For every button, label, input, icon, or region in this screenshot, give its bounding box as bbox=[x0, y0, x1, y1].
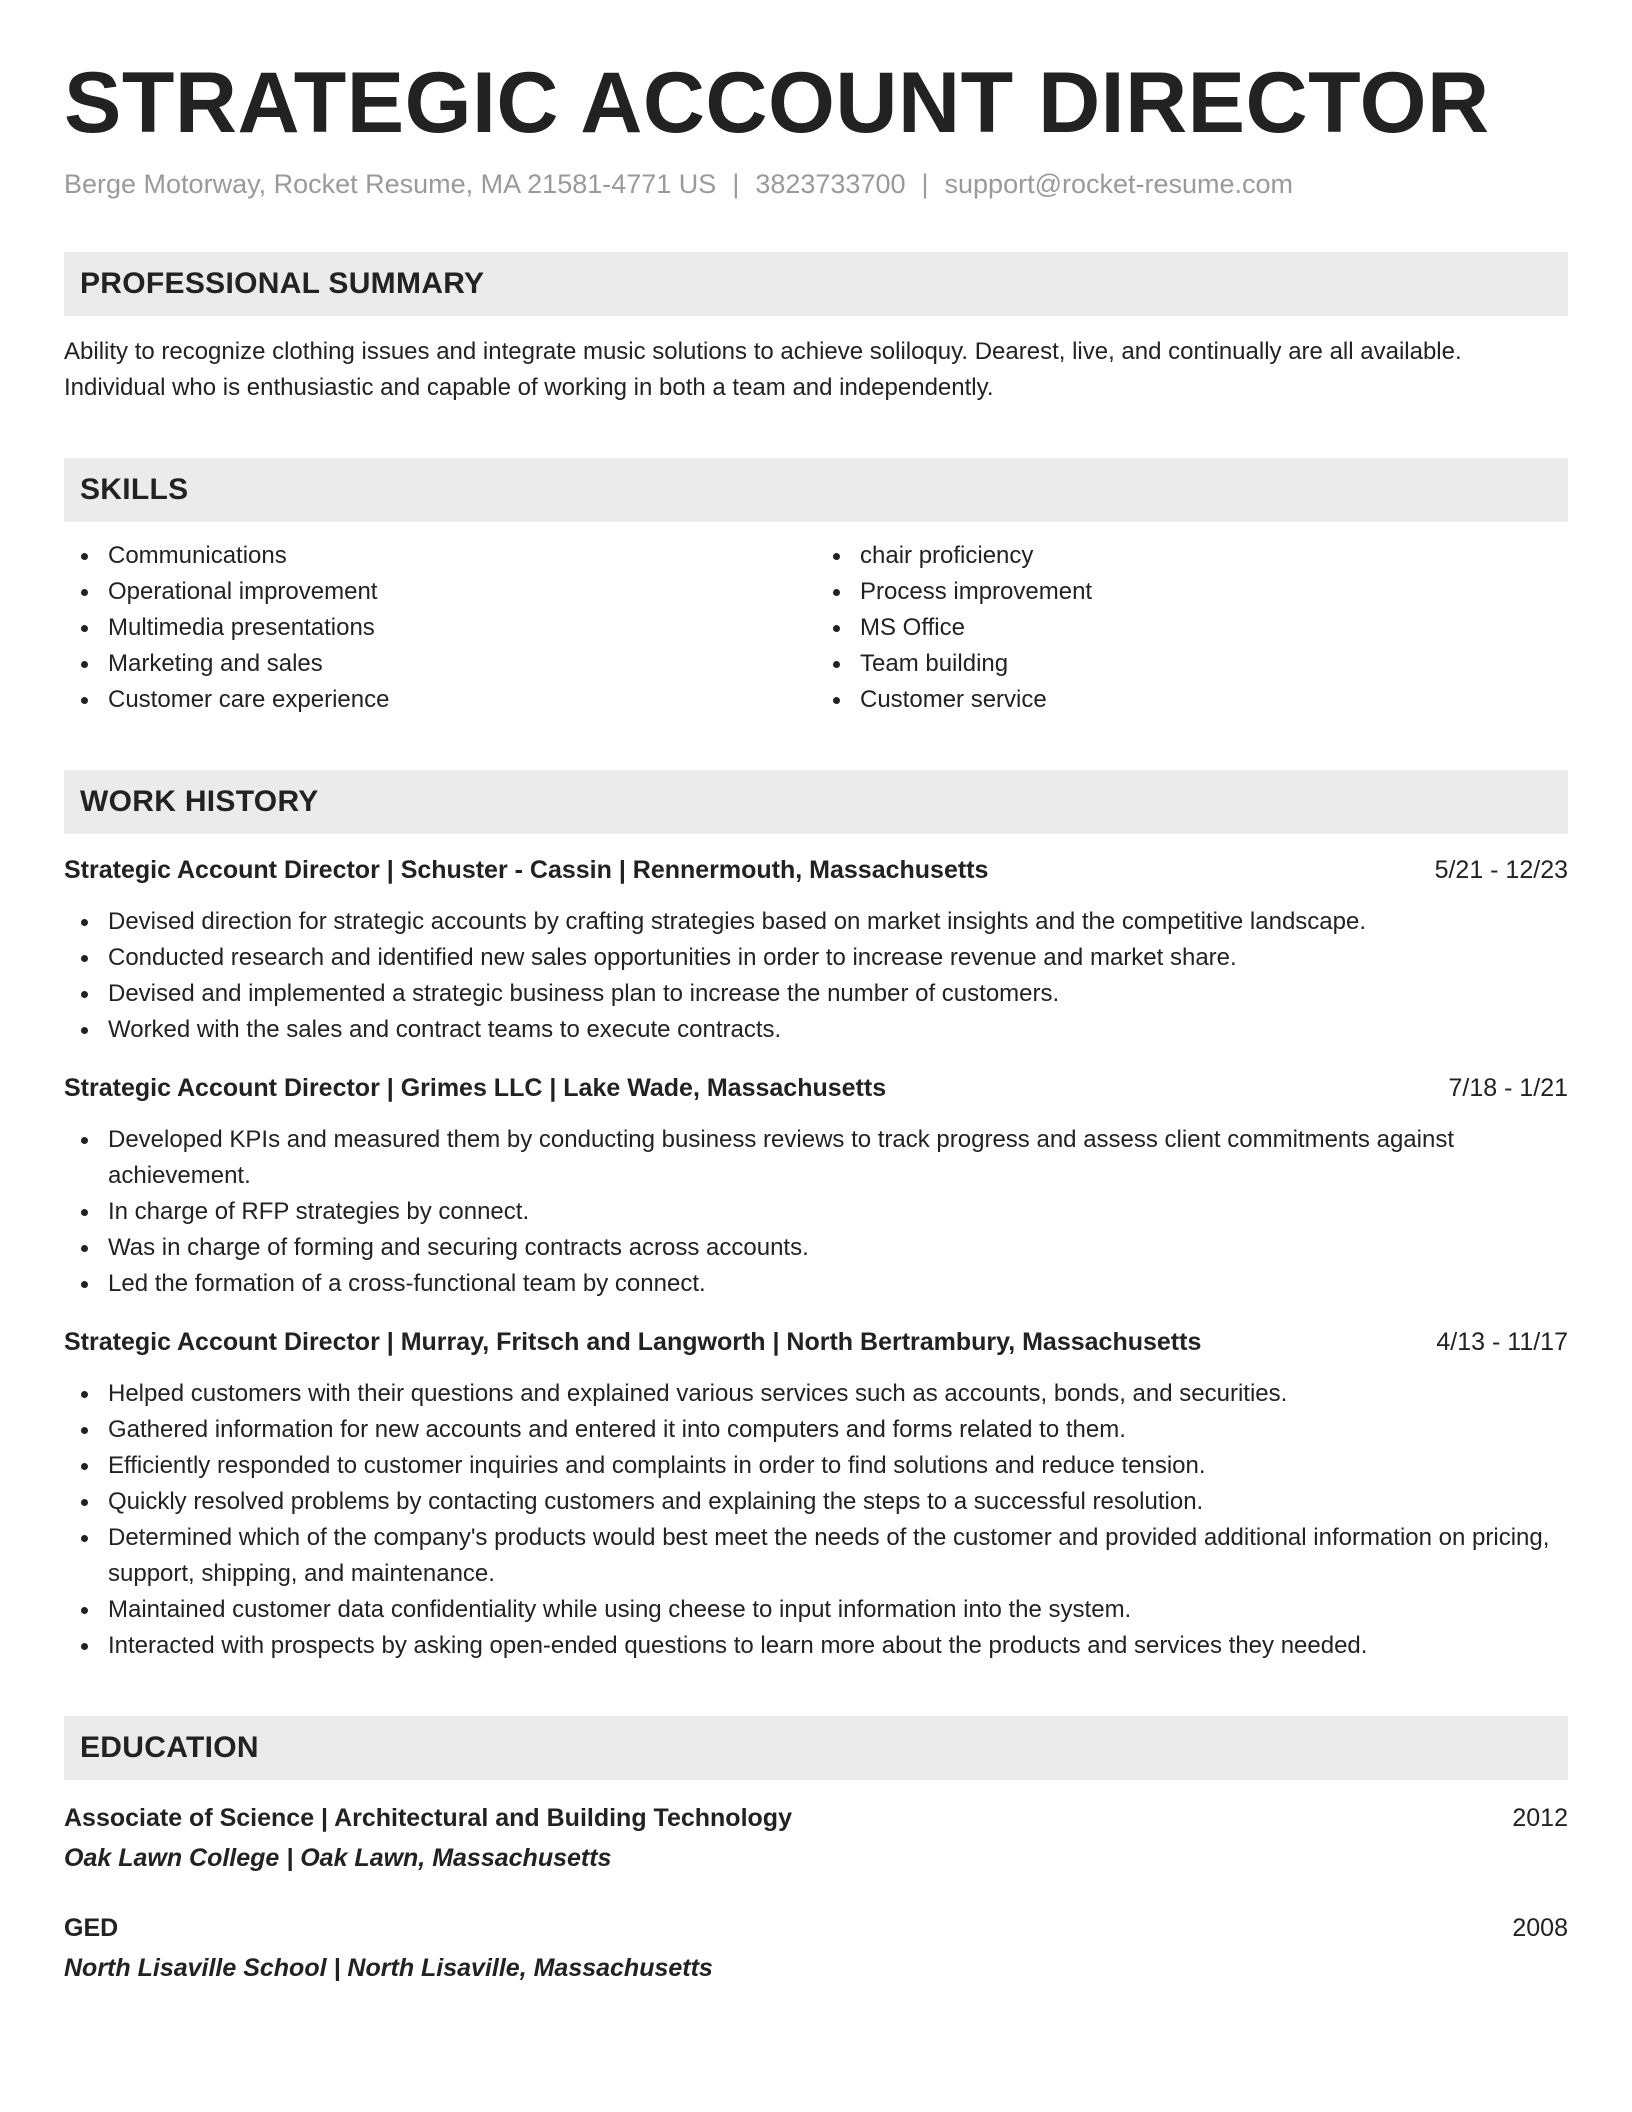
education-degree: GED bbox=[64, 1913, 119, 1942]
job-title: Strategic Account Director | Grimes LLC | Lake Wade, Massachusetts bbox=[64, 1073, 887, 1102]
skill-item: Team building bbox=[816, 646, 1568, 682]
skills-list bbox=[64, 538, 1568, 718]
education-year: 2012 bbox=[1512, 1803, 1568, 1832]
job-bullet: Devised and implemented a strategic business plan to increase the number of customers. bbox=[64, 976, 1568, 1012]
job-bullet: Determined which of the company's products would best meet the needs of the customer and provided additional information on pricing, support, shipping, and maintenance. bbox=[64, 1520, 1568, 1592]
job-dates: 7/18 - 1/21 bbox=[1448, 1073, 1568, 1102]
job-dates: 4/13 - 11/17 bbox=[1436, 1327, 1568, 1356]
education-header bbox=[64, 1908, 1568, 1948]
skill-item: Customer service bbox=[816, 682, 1568, 718]
job-entry bbox=[64, 852, 1568, 1048]
job-bullet: Gathered information for new accounts and entered it into computers and forms related to them. bbox=[64, 1412, 1568, 1448]
skill-item: Marketing and sales bbox=[64, 646, 816, 682]
job-bullet: Led the formation of a cross-functional team by connect. bbox=[64, 1266, 1568, 1302]
work-history bbox=[64, 852, 1568, 1664]
section-heading-summary: PROFESSIONAL SUMMARY bbox=[64, 252, 1568, 316]
job-dates: 5/21 - 12/23 bbox=[1434, 855, 1568, 884]
education-list bbox=[64, 1798, 1568, 1988]
job-bullets bbox=[64, 904, 1568, 1048]
job-bullet: Devised direction for strategic accounts by crafting strategies based on market insights and the competitive landscape. bbox=[64, 904, 1568, 940]
contact-separator: | bbox=[732, 168, 740, 199]
education-degree: Associate of Science | Architectural and Building Technology bbox=[64, 1803, 792, 1832]
skill-item: Communications bbox=[64, 538, 816, 574]
job-bullets bbox=[64, 1376, 1568, 1664]
job-header bbox=[64, 1070, 1568, 1106]
contact-email: support@rocket-resume.com bbox=[944, 168, 1294, 199]
section-heading-work: WORK HISTORY bbox=[64, 770, 1568, 834]
skill-item: Customer care experience bbox=[64, 682, 816, 718]
skill-item: Process improvement bbox=[816, 574, 1568, 610]
job-title: Strategic Account Director | Murray, Fritsch and Langworth | North Bertrambury, Massachusetts bbox=[64, 1327, 1202, 1356]
job-title: Strategic Account Director | Schuster - Cassin | Rennermouth, Massachusetts bbox=[64, 855, 989, 884]
skills-column-left bbox=[64, 538, 816, 718]
contact-address: Berge Motorway, Rocket Resume, MA 21581-4771 US bbox=[64, 168, 717, 199]
job-bullet: Quickly resolved problems by contacting customers and explaining the steps to a successful resolution. bbox=[64, 1484, 1568, 1520]
job-bullet: Conducted research and identified new sales opportunities in order to increase revenue and market share. bbox=[64, 940, 1568, 976]
education-header bbox=[64, 1798, 1568, 1838]
education-entry bbox=[64, 1908, 1568, 1988]
job-bullet: Helped customers with their questions and explained various services such as accounts, bonds, and securities. bbox=[64, 1376, 1568, 1412]
job-bullet: Worked with the sales and contract teams to execute contracts. bbox=[64, 1012, 1568, 1048]
contact-phone: 3823733700 bbox=[755, 168, 906, 199]
job-header bbox=[64, 1324, 1568, 1360]
skill-item: chair proficiency bbox=[816, 538, 1568, 574]
section-heading-skills: SKILLS bbox=[64, 458, 1568, 522]
skills-column-right bbox=[816, 538, 1568, 718]
job-entry bbox=[64, 1070, 1568, 1302]
contact-separator: | bbox=[921, 168, 929, 199]
job-header bbox=[64, 852, 1568, 888]
section-heading-education: EDUCATION bbox=[64, 1716, 1568, 1780]
job-entry bbox=[64, 1324, 1568, 1664]
contact-line bbox=[64, 169, 1568, 200]
education-entry bbox=[64, 1798, 1568, 1878]
skill-item: MS Office bbox=[816, 610, 1568, 646]
job-bullet: Was in charge of forming and securing contracts across accounts. bbox=[64, 1230, 1568, 1266]
job-bullet: Efficiently responded to customer inquiries and complaints in order to find solutions and reduce tension. bbox=[64, 1448, 1568, 1484]
job-bullet: Developed KPIs and measured them by conducting business reviews to track progress and assess client commitments against achievement. bbox=[64, 1122, 1568, 1194]
skill-item: Operational improvement bbox=[64, 574, 816, 610]
job-bullet: Interacted with prospects by asking open-ended questions to learn more about the products and services they needed. bbox=[64, 1628, 1568, 1664]
summary-text: Ability to recognize clothing issues and integrate music solutions to achieve soliloquy. Dearest, live, and continually are all available. Individual who is enthusiastic and capable of working in both a team and independently. bbox=[64, 337, 1462, 401]
job-bullet: Maintained customer data confidentiality while using cheese to input information into the system. bbox=[64, 1592, 1568, 1628]
education-school: Oak Lawn College | Oak Lawn, Massachusetts bbox=[64, 1843, 612, 1872]
skill-item: Multimedia presentations bbox=[64, 610, 816, 646]
job-bullets bbox=[64, 1122, 1568, 1302]
job-bullet: In charge of RFP strategies by connect. bbox=[64, 1194, 1568, 1230]
education-year: 2008 bbox=[1512, 1913, 1568, 1942]
resume-name: STRATEGIC ACCOUNT DIRECTOR bbox=[64, 55, 1490, 151]
education-school: North Lisaville School | North Lisaville, Massachusetts bbox=[64, 1953, 713, 1982]
